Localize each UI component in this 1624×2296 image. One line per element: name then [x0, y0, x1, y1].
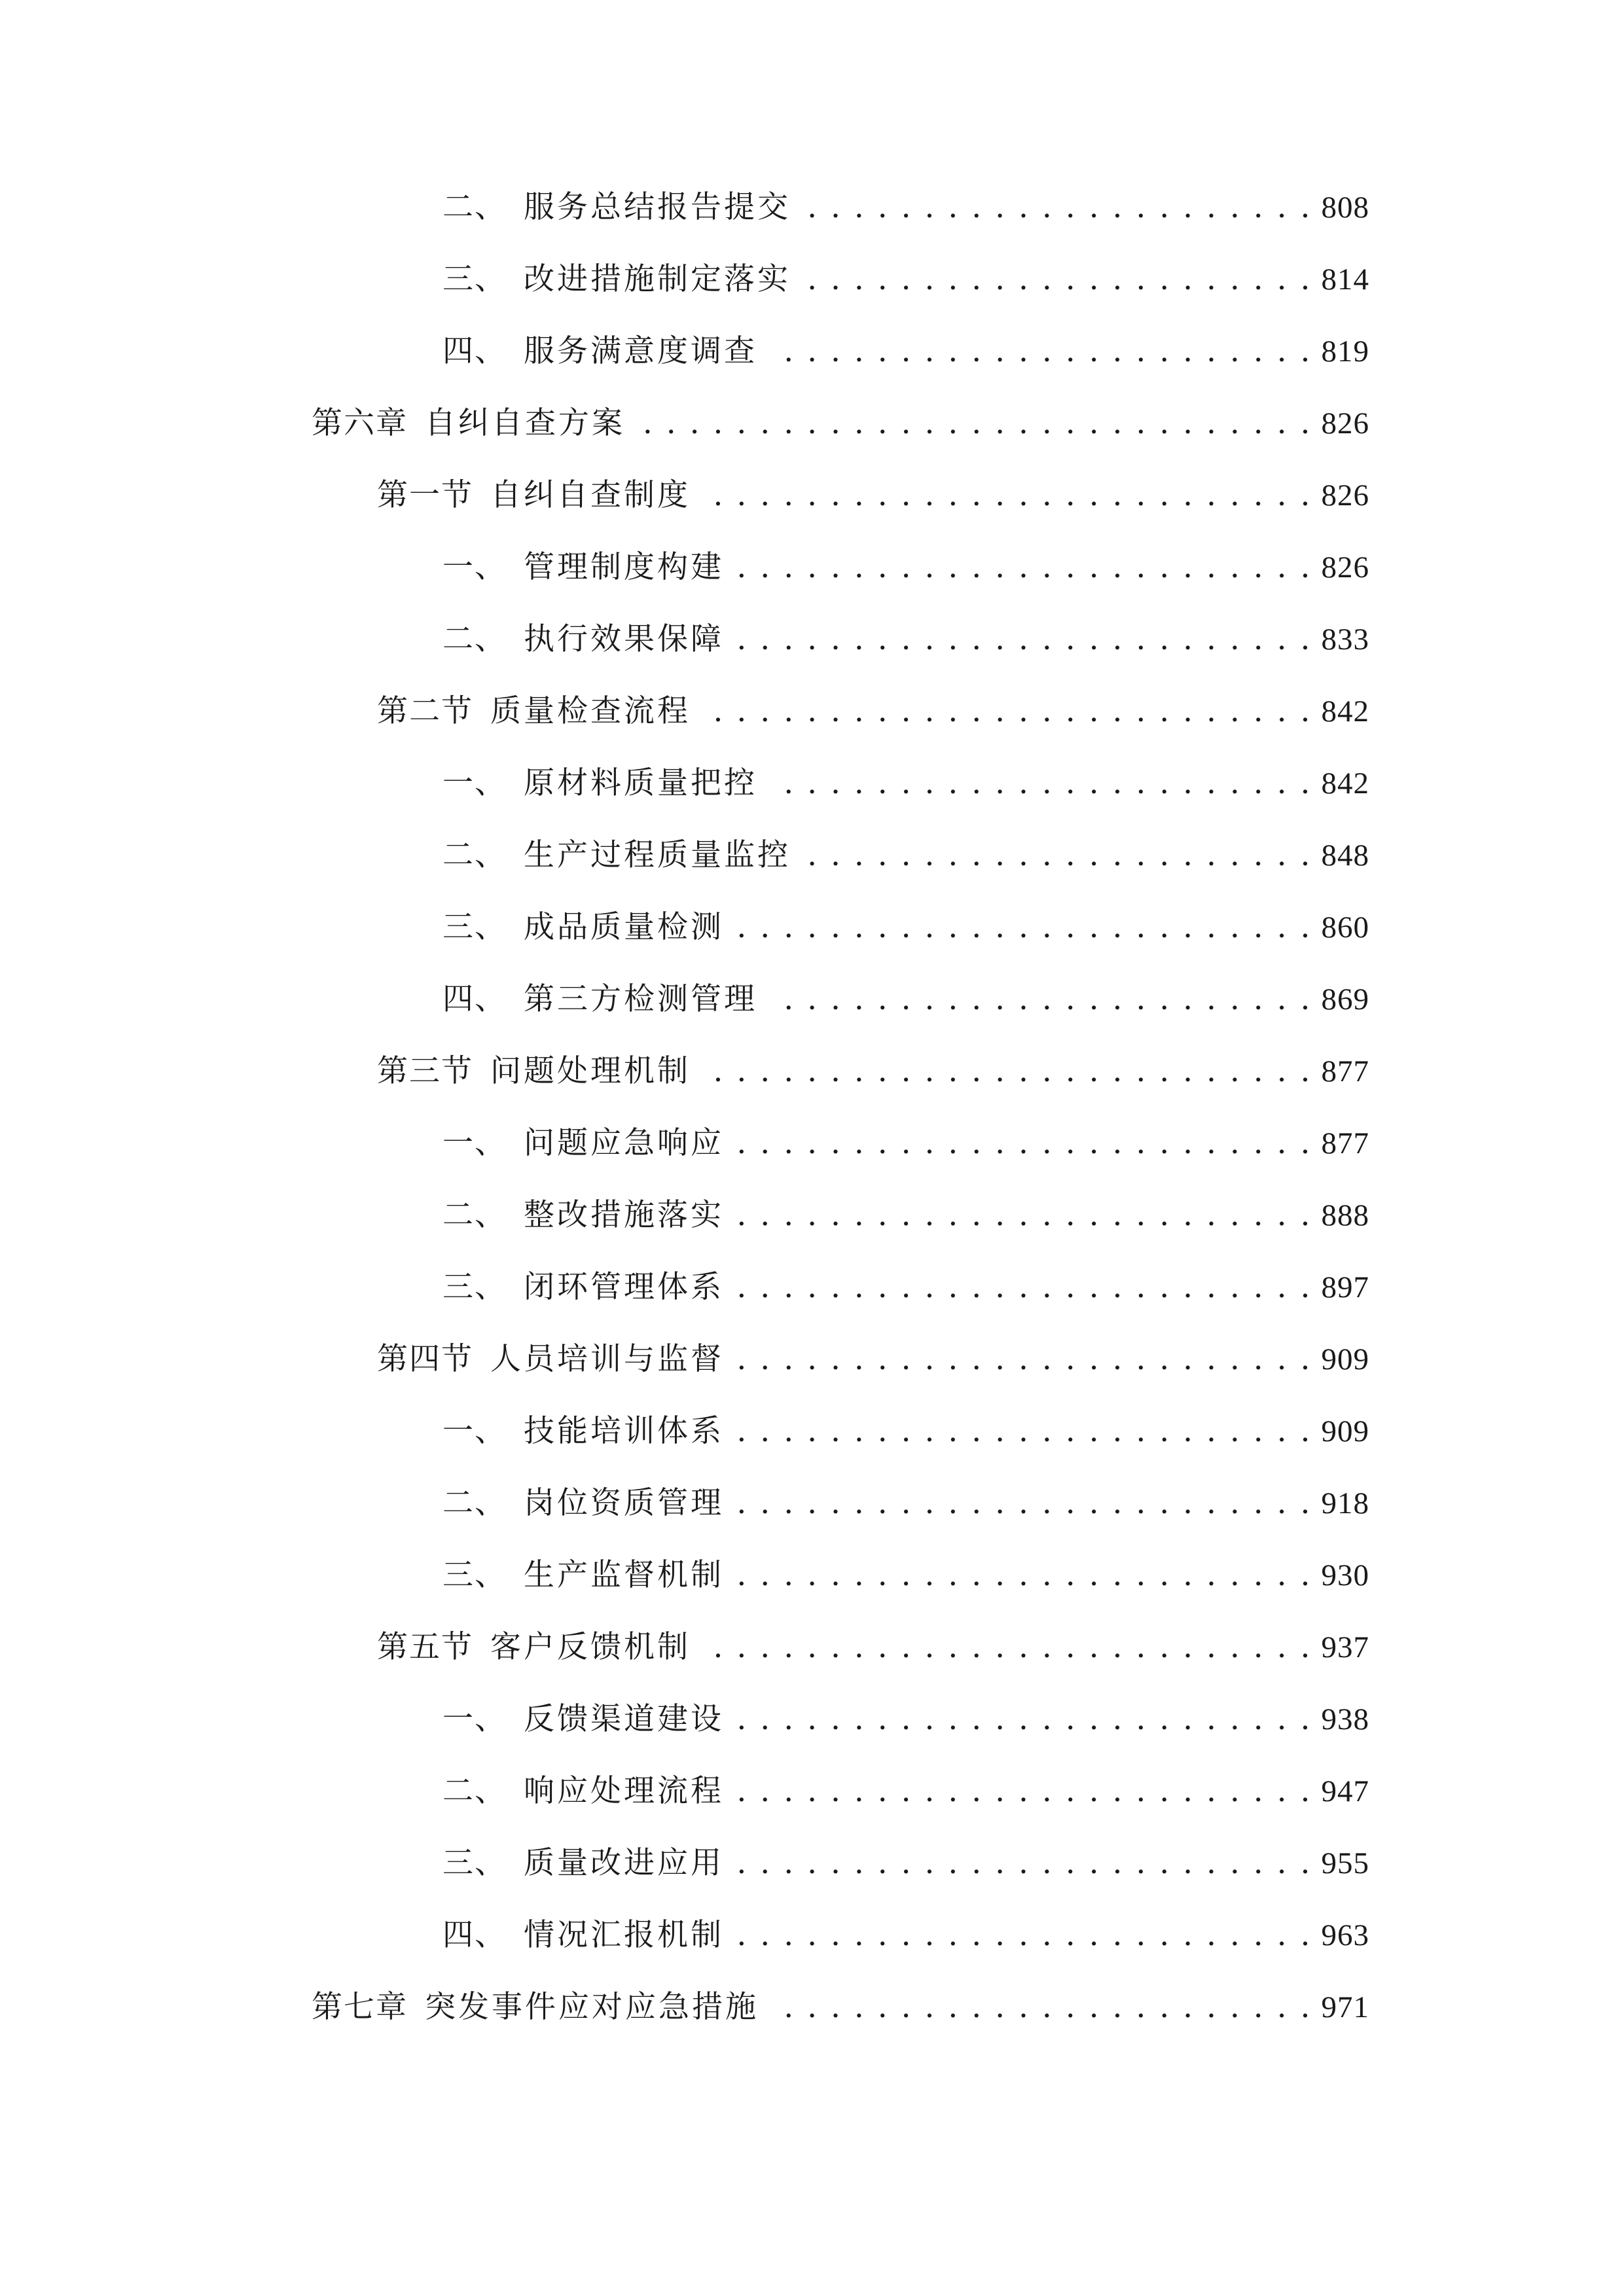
toc-entry-page: 826 — [1321, 478, 1369, 512]
toc-entry-number: 二、 — [442, 189, 507, 225]
toc-entry-number: 三、 — [442, 1845, 507, 1881]
toc-entry-page: 826 — [1321, 550, 1369, 584]
toc-entry-title: 客户反馈机制 — [490, 1629, 691, 1665]
dot-leader — [702, 473, 1312, 518]
toc-entry[interactable] — [377, 473, 1369, 518]
toc-entry-number: 第六章 — [312, 405, 408, 441]
dot-leader — [702, 1049, 1312, 1094]
toc-entry-number: 四、 — [442, 1917, 507, 1953]
toc-entry-title: 服务满意度调查 — [524, 333, 757, 369]
dot-leader — [736, 1696, 1312, 1742]
dot-leader — [702, 689, 1312, 734]
toc-entry-number: 一、 — [442, 549, 507, 585]
toc-entry-title: 执行效果保障 — [524, 621, 724, 657]
toc-entry-title: 整改措施落实 — [524, 1197, 724, 1233]
toc-entry-title: 管理制度构建 — [524, 549, 724, 585]
toc-entry-number: 四、 — [442, 333, 507, 369]
toc-entry[interactable] — [442, 617, 1369, 662]
toc-entry[interactable] — [442, 1696, 1369, 1742]
toc-entry-title: 问题应急响应 — [524, 1125, 724, 1161]
toc-entry-page: 869 — [1321, 982, 1369, 1016]
toc-entry-page: 937 — [1321, 1630, 1369, 1664]
toc-entry[interactable] — [442, 1480, 1369, 1526]
toc-entry[interactable] — [442, 545, 1369, 590]
toc-entry-title: 自纠自查制度 — [490, 477, 691, 513]
dot-leader — [736, 1193, 1312, 1238]
toc-entry-number: 二、 — [442, 621, 507, 657]
toc-entry[interactable] — [442, 1265, 1369, 1310]
dot-leader — [769, 761, 1312, 806]
toc-entry-number: 二、 — [442, 1485, 507, 1521]
toc-entry-page: 814 — [1321, 262, 1369, 296]
toc-entry-title: 改进措施制定落实 — [524, 261, 791, 297]
toc-entry-number: 一、 — [442, 1125, 507, 1161]
dot-leader — [736, 1912, 1312, 1958]
toc-entry-page: 909 — [1321, 1414, 1369, 1448]
toc-entry[interactable] — [442, 1193, 1369, 1238]
dot-leader — [736, 1552, 1312, 1598]
toc-entry-title: 反馈渠道建设 — [524, 1701, 724, 1737]
dot-leader — [736, 545, 1312, 590]
dot-leader — [736, 905, 1312, 950]
dot-leader — [770, 1984, 1312, 2030]
toc-entry-title: 生产监督机制 — [524, 1557, 724, 1593]
toc-entry-title: 质量检查流程 — [490, 693, 691, 729]
toc-entry-number: 三、 — [442, 1557, 507, 1593]
toc-entry-page: 930 — [1321, 1558, 1369, 1592]
toc-entry[interactable] — [442, 1840, 1369, 1886]
toc-entry-number: 第三节 — [377, 1053, 473, 1089]
toc-entry[interactable] — [442, 761, 1369, 806]
toc-entry[interactable] — [442, 1408, 1369, 1454]
toc-entry-page: 833 — [1321, 622, 1369, 656]
toc-entry-number: 一、 — [442, 1701, 507, 1737]
toc-entry-page: 826 — [1321, 406, 1369, 440]
toc-entry-page: 877 — [1321, 1054, 1369, 1088]
toc-entry-page: 842 — [1321, 694, 1369, 728]
toc-entry-page: 897 — [1321, 1270, 1369, 1304]
toc-entry-page: 938 — [1321, 1702, 1369, 1736]
toc-entry[interactable] — [442, 1121, 1369, 1166]
toc-entry-page: 963 — [1321, 1918, 1369, 1952]
toc-entry-page: 819 — [1321, 334, 1369, 368]
toc-entry-number: 一、 — [442, 1413, 507, 1449]
toc-entry-page: 971 — [1321, 1990, 1369, 2024]
dot-leader — [702, 1624, 1312, 1670]
toc-entry[interactable] — [442, 257, 1369, 302]
dot-leader — [736, 617, 1312, 662]
toc-entry-title: 问题处理机制 — [490, 1053, 691, 1089]
dot-leader — [736, 1408, 1312, 1454]
toc-entry-title: 情况汇报机制 — [524, 1917, 724, 1953]
toc-entry-page: 947 — [1321, 1774, 1369, 1808]
toc-entry[interactable] — [442, 329, 1369, 374]
dot-leader — [736, 1480, 1312, 1526]
toc-entry-page: 909 — [1321, 1342, 1369, 1376]
toc-entry-title: 闭环管理体系 — [524, 1269, 724, 1305]
toc-entry-number: 二、 — [442, 837, 507, 873]
toc-entry[interactable] — [442, 833, 1369, 878]
toc-entry-title: 突发事件应对应急措施 — [425, 1989, 759, 2025]
toc-entry[interactable] — [442, 1912, 1369, 1958]
toc-entry-page: 860 — [1321, 910, 1369, 944]
toc-entry-title: 原材料质量把控 — [524, 765, 757, 801]
toc-entry-title: 质量改进应用 — [524, 1845, 724, 1881]
dot-leader — [736, 1840, 1312, 1886]
dot-leader — [736, 1121, 1312, 1166]
dot-leader — [769, 977, 1312, 1022]
dot-leader — [736, 1265, 1312, 1310]
toc-entry-title: 响应处理流程 — [524, 1773, 724, 1809]
toc-entry-title: 生产过程质量监控 — [524, 837, 791, 873]
dot-leader — [769, 329, 1312, 374]
toc-entry-page: 888 — [1321, 1198, 1369, 1232]
toc-entry[interactable] — [312, 1984, 1369, 2030]
toc-entry-title: 自纠自查方案 — [425, 405, 625, 441]
toc-entry-number: 二、 — [442, 1197, 507, 1233]
toc-entry[interactable] — [312, 401, 1369, 446]
dot-leader — [803, 257, 1312, 302]
toc-entry-page: 955 — [1321, 1846, 1369, 1880]
toc-entry-number: 四、 — [442, 981, 507, 1017]
dot-leader — [736, 1768, 1312, 1814]
toc-entry[interactable] — [442, 1768, 1369, 1814]
toc-entry-page: 848 — [1321, 838, 1369, 872]
toc-entry-title: 人员培训与监督 — [490, 1341, 724, 1377]
toc-entry-title: 岗位资质管理 — [524, 1485, 724, 1521]
dot-leader — [803, 185, 1312, 230]
toc-entry-page: 918 — [1321, 1486, 1369, 1520]
toc-entry-title: 成品质量检测 — [524, 909, 724, 945]
toc-entry-title: 第三方检测管理 — [524, 981, 757, 1017]
toc-entry[interactable] — [442, 977, 1369, 1022]
toc-entry[interactable] — [377, 689, 1369, 734]
toc-entry-number: 一、 — [442, 765, 507, 801]
dot-leader — [803, 833, 1312, 878]
toc-entry-number: 第四节 — [377, 1341, 473, 1377]
toc-entry[interactable] — [377, 1336, 1369, 1382]
toc-entry-number: 三、 — [442, 1269, 507, 1305]
toc-entry-page: 842 — [1321, 766, 1369, 800]
toc-entry-title: 技能培训体系 — [524, 1413, 724, 1449]
toc-entry-page: 808 — [1321, 190, 1369, 224]
toc-entry-number: 三、 — [442, 909, 507, 945]
toc-entry[interactable] — [442, 185, 1369, 230]
toc-entry-number: 第一节 — [377, 477, 473, 513]
toc-entry[interactable] — [377, 1624, 1369, 1670]
toc-entry-number: 第七章 — [312, 1989, 408, 2025]
toc-entry-number: 第五节 — [377, 1629, 473, 1665]
toc-entry-number: 三、 — [442, 261, 507, 297]
dot-leader — [637, 401, 1312, 446]
toc-entry[interactable] — [377, 1049, 1369, 1094]
toc-entry-title: 服务总结报告提交 — [524, 189, 791, 225]
toc-entry-number: 二、 — [442, 1773, 507, 1809]
toc-entry[interactable] — [442, 1552, 1369, 1598]
toc-entry-page: 877 — [1321, 1126, 1369, 1160]
toc-entry-number: 第二节 — [377, 693, 473, 729]
dot-leader — [736, 1336, 1312, 1382]
toc-entry[interactable] — [442, 905, 1369, 950]
